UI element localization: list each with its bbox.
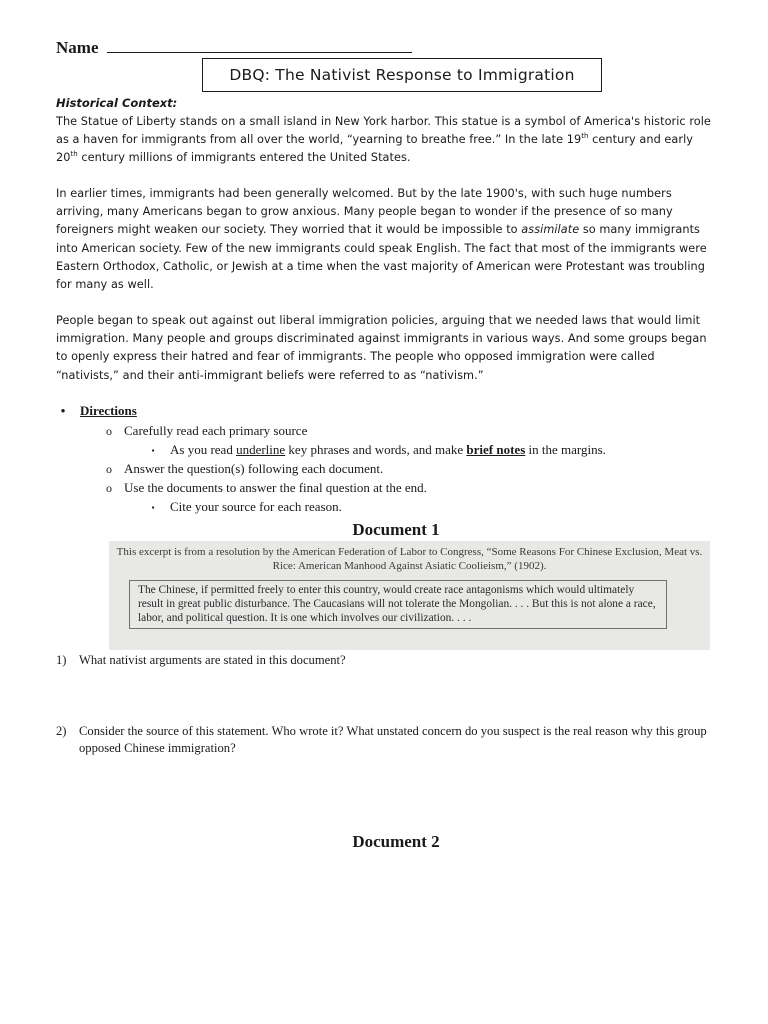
question-2-number: 2) [56,724,67,738]
context-paragraph-1 [56,113,716,168]
context-p1-text-c: century millions of immigrants entered the United States. [77,151,411,165]
document-1-excerpt-image [109,541,710,650]
context-p1-sup-1: th [581,132,589,141]
question-1-text: What nativist arguments are stated in this document? [79,653,346,667]
question-1 [56,652,726,669]
direction-item-3-sub [151,499,342,515]
direction-item-3-sub-text: Cite your source for each reason. [170,499,342,514]
excerpt-source-note: This excerpt is from a resolution by the American Federation of Labor to Congress, “Some Reasons For Chinese Exclusion, Meat vs. Rice: American Manhood Against Asiatic Coolieism,” (1902). [116,546,703,572]
context-p1-sup-2: th [70,150,78,159]
question-1-number: 1) [56,653,67,667]
name-field[interactable] [56,38,412,58]
direction-sub-text-a: As you read [170,442,237,457]
directions-heading-text: Directions [80,403,137,418]
excerpt-quote-box: The Chinese, if permitted freely to enter this country, would create race antagonisms which would ultimately result in great public disturbance. The Caucasians will not tolerate the Mongolian. . . . But this is not alone a race, labor, and political question. It is one which involves our civilization. . . . [129,580,667,629]
directions-heading [60,403,137,419]
bullet-icon: • [60,403,66,418]
brief-notes-term: brief notes [466,442,526,457]
historical-context-label: Historical Context: [56,96,178,110]
name-blank-line[interactable] [107,38,412,53]
context-p1-text-b: century and early 20 [56,133,694,165]
direction-item-3-text: Use the documents to answer the final question at the end. [124,480,427,495]
context-p2-text-a: In earlier times, immigrants had been generally welcomed. But by the late 1900's, with such huge numbers arriving, many Americans began to grow anxious. Many people began to wonder if the presence of so many foreigners might weaken our society. They worried that it would be impossible to [56,187,673,237]
assimilate-term: assimilate [521,223,580,237]
document-title: DBQ: The Nativist Response to Immigration [229,66,575,84]
context-p1-text-a: The Statue of Liberty stands on a small island in New York harbor. This statue is a symbol of America's historic role as a haven for immigrants from all over the world, “yearning to breathe free.” In the late 19 [56,115,711,147]
document-1-heading: Document 1 [352,520,440,539]
context-paragraph-3: People began to speak out against out liberal immigration policies, arguing that we needed laws that would limit immigration. Many people and groups discriminated against immigrants in various ways. And some groups began to openly express their hatred and fear of immigrants. The people who opposed immigration were called “nativists,” and their anti-immigrant beliefs were referred to as “nativism.” [56,314,707,382]
direction-item-3 [106,480,427,496]
square-bullet-icon: ▪ [151,503,155,512]
direction-item-1-sub [151,442,606,458]
direction-item-1 [106,423,308,439]
name-label: Name [56,38,99,57]
circle-bullet-icon: o [106,462,112,476]
direction-sub-text-c: in the margins. [525,442,606,457]
question-2-text: Consider the source of this statement. Who wrote it? What unstated concern do you suspect is the real reason why this group opposed Chinese immigration? [79,724,707,755]
direction-sub-text-b: key phrases and words, and make [285,442,467,457]
square-bullet-icon: ▪ [151,446,155,455]
direction-item-2 [106,461,384,477]
direction-item-1-text: Carefully read each primary source [124,423,308,438]
circle-bullet-icon: o [106,424,112,438]
document-title-box [202,58,602,92]
underline-term: underline [236,442,286,457]
context-paragraph-2 [56,185,716,294]
question-2 [56,723,726,756]
document-2-heading: Document 2 [352,832,440,851]
context-p2-text-b: so many immigrants into American society. Few of the new immigrants could speak English. The fact that most of the immigrants were Eastern Orthodox, Catholic, or Jewish at a time when the vast majority of American were Protestant was troubling for many as well. [56,223,707,292]
circle-bullet-icon: o [106,481,112,495]
direction-item-2-text: Answer the question(s) following each document. [124,461,384,476]
